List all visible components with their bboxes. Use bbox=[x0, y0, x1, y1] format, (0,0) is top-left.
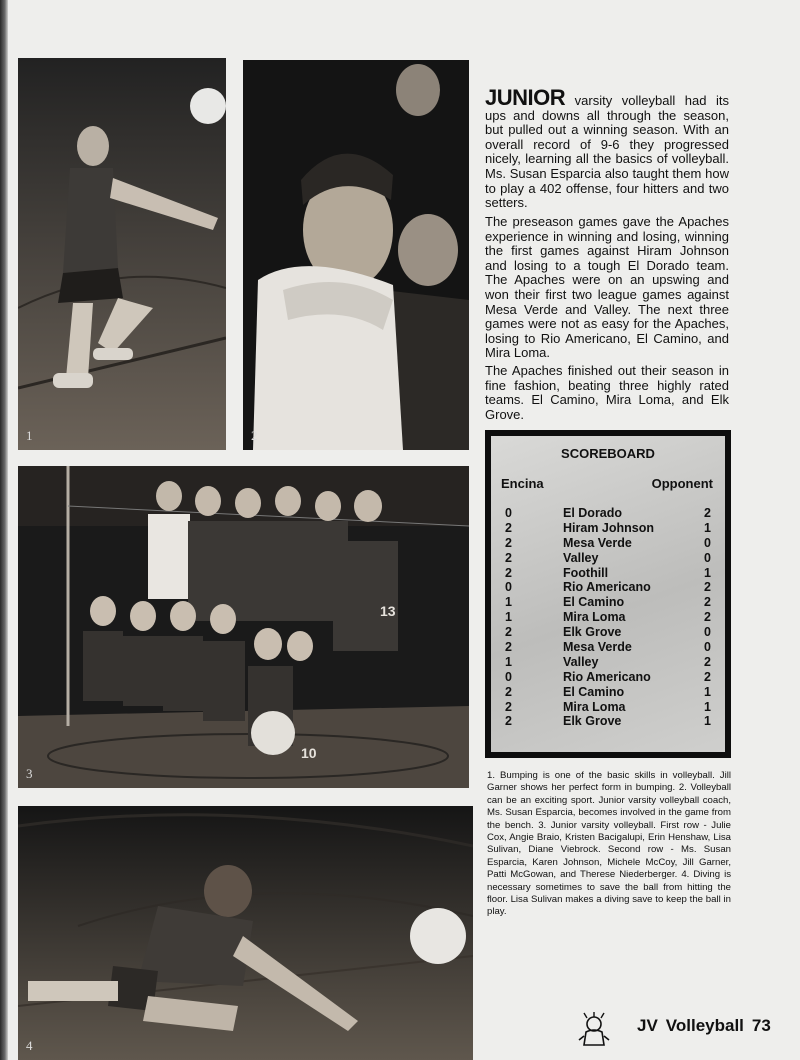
folio-section-abbrev: JV bbox=[637, 1016, 658, 1035]
scoreboard-row bbox=[491, 521, 725, 536]
article-paragraph-1 bbox=[485, 85, 729, 211]
scoreboard-row bbox=[491, 700, 725, 715]
folio-page-number: 73 bbox=[751, 1016, 771, 1035]
scoreboard-opponent-score: 1 bbox=[704, 714, 711, 729]
scoreboard-opponent-name: Valley bbox=[563, 550, 599, 565]
scoreboard-opponent-score: 1 bbox=[704, 699, 711, 714]
article-lead-word: JUNIOR bbox=[485, 85, 566, 110]
scoreboard-opponent-name: Mira Loma bbox=[563, 610, 626, 625]
scoreboard-row bbox=[491, 640, 725, 655]
volleyball-icon bbox=[410, 908, 466, 964]
scoreboard-encina-score: 2 bbox=[505, 640, 512, 655]
scoreboard-row bbox=[491, 551, 725, 566]
scoreboard-encina-score: 2 bbox=[505, 625, 512, 640]
scoreboard-opponent-name: Foothill bbox=[563, 565, 609, 580]
scoreboard-opponent-header: Opponent bbox=[651, 476, 713, 491]
scoreboard-opponent-score: 2 bbox=[704, 654, 711, 669]
scoreboard-opponent-score: 2 bbox=[704, 595, 711, 610]
scoreboard-opponent-name: Mesa Verde bbox=[563, 640, 632, 655]
scoreboard-row bbox=[491, 670, 725, 685]
scoreboard-opponent-name: Elk Grove bbox=[563, 625, 622, 640]
photo-diving-save bbox=[18, 806, 473, 1060]
scoreboard-encina-score: 2 bbox=[505, 565, 512, 580]
photo-coach-scene bbox=[243, 60, 469, 450]
scoreboard bbox=[485, 430, 731, 758]
scoreboard-encina-score: 0 bbox=[505, 506, 512, 520]
scoreboard-rows bbox=[491, 506, 725, 729]
scoreboard-opponent-score: 1 bbox=[704, 684, 711, 699]
scoreboard-opponent-score: 2 bbox=[704, 580, 711, 595]
page-folio bbox=[637, 1016, 771, 1036]
scoreboard-opponent-name: Hiram Johnson bbox=[563, 520, 654, 535]
photo-team-scene bbox=[18, 466, 469, 788]
scoreboard-opponent-name: El Camino bbox=[563, 684, 625, 699]
scoreboard-opponent-score: 1 bbox=[704, 520, 711, 535]
photo-number: 1 bbox=[26, 428, 33, 443]
photo-number: 4 bbox=[26, 1038, 33, 1053]
scoreboard-opponent-score: 2 bbox=[704, 669, 711, 684]
scoreboard-encina-score: 2 bbox=[505, 535, 512, 550]
scoreboard-panel bbox=[491, 436, 725, 752]
scoreboard-encina-score: 2 bbox=[505, 520, 512, 535]
volleyball-icon bbox=[190, 88, 226, 124]
scoreboard-encina-score: 1 bbox=[505, 654, 512, 669]
volleyball-icon bbox=[251, 711, 295, 755]
scoreboard-row bbox=[491, 566, 725, 581]
photo-number: 3 bbox=[26, 766, 33, 781]
scoreboard-opponent-name: El Camino bbox=[563, 595, 625, 610]
scoreboard-opponent-name: Rio Americano bbox=[563, 669, 651, 684]
scoreboard-row bbox=[491, 714, 725, 729]
scoreboard-opponent-score: 0 bbox=[704, 640, 711, 655]
scoreboard-opponent-score: 0 bbox=[704, 625, 711, 640]
scoreboard-opponent-name: Rio Americano bbox=[563, 580, 651, 595]
scoreboard-row bbox=[491, 625, 725, 640]
photo-captions: 1. Bumping is one of the basic skills in volleyball. Jill Garner shows her perfect form in bumping. 2. Volleyball can be an exciting sport. Junior varsity volleyball coach, Ms. Susan Esparcia, becomes involved in the game from the bench. 3. Junior varsity volleyball. First row - Julie Cox, Angie Braio, Kristen Bacigalupi, Erin Henshaw, Lisa Sulivan, Diane Viebrock. Second row - Ms. Susan Esparcia, Karen Johnson, Michele McCoy, Jill Garner, Patti McGowan, and Therese Niederberger. 4. Diving is necessary sometimes to save the ball from hitting the floor. Lisa Sulivan makes a diving save to keep the ball in play. bbox=[487, 770, 731, 918]
apache-mascot-icon bbox=[576, 1012, 612, 1048]
jersey-number-left: 10 bbox=[301, 745, 317, 761]
folio-section-title: Volleyball bbox=[665, 1016, 744, 1035]
scoreboard-encina-score: 1 bbox=[505, 610, 512, 625]
scoreboard-opponent-score: 0 bbox=[704, 550, 711, 565]
scoreboard-encina-score: 2 bbox=[505, 714, 512, 729]
article-paragraph-1-text: varsity volleyball had its ups and downs all through the season, but pulled out a winning season. With an overall record of 9-6 they progressed nicely, learning all the basics of volleyball. Ms. Susan Esparcia also taught them how to play a 402 offense, four hitters and two setters. bbox=[485, 93, 729, 211]
scoreboard-opponent-name: Mira Loma bbox=[563, 699, 626, 714]
scoreboard-opponent-score: 2 bbox=[704, 610, 711, 625]
scoreboard-row bbox=[491, 610, 725, 625]
scoreboard-row bbox=[491, 580, 725, 595]
article-paragraph-3: The Apaches finished out their season in fine fashion, beating three highly rated teams. El Camino, Mira Loma, and Elk Grove. bbox=[485, 363, 729, 422]
scoreboard-opponent-name: Mesa Verde bbox=[563, 535, 632, 550]
scoreboard-opponent-name: Valley bbox=[563, 654, 599, 669]
photo-bumping bbox=[18, 58, 226, 450]
article-paragraph-2: The preseason games gave the Apaches experience in winning and losing, winning the first games against Hiram Johnson and losing to a tough El Dorado team. The Apaches were on an upswing and won their first two league games against Mesa Verde and Valley. The next three games were not as easy for the Apaches, losing to Rio Americano, El Camino, and Mira Loma. bbox=[485, 214, 729, 361]
scoreboard-opponent-name: Elk Grove bbox=[563, 714, 622, 729]
scoreboard-encina-score: 1 bbox=[505, 595, 512, 610]
scoreboard-row bbox=[491, 595, 725, 610]
scoreboard-opponent-score: 1 bbox=[704, 565, 711, 580]
scoreboard-row bbox=[491, 506, 725, 521]
scoreboard-encina-score: 2 bbox=[505, 684, 512, 699]
scoreboard-row bbox=[491, 655, 725, 670]
scoreboard-encina-score: 0 bbox=[505, 669, 512, 684]
scoreboard-encina-header: Encina bbox=[501, 476, 544, 491]
photo-coach-bench bbox=[243, 60, 469, 450]
scoreboard-opponent-name: El Dorado bbox=[563, 506, 623, 520]
scoreboard-encina-score: 2 bbox=[505, 550, 512, 565]
photo-bumping-scene bbox=[18, 58, 226, 450]
scoreboard-title: SCOREBOARD bbox=[561, 446, 655, 461]
jersey-number-right: 13 bbox=[380, 603, 396, 619]
scoreboard-row bbox=[491, 536, 725, 551]
photo-number: 2 bbox=[251, 428, 258, 443]
scoreboard-row bbox=[491, 685, 725, 700]
photo-team bbox=[18, 466, 469, 788]
photo-diving-scene bbox=[18, 806, 473, 1060]
scoreboard-opponent-score: 0 bbox=[704, 535, 711, 550]
page-binding-shadow bbox=[0, 0, 8, 1060]
scoreboard-opponent-score: 2 bbox=[704, 506, 711, 520]
scoreboard-encina-score: 2 bbox=[505, 699, 512, 714]
scoreboard-encina-score: 0 bbox=[505, 580, 512, 595]
